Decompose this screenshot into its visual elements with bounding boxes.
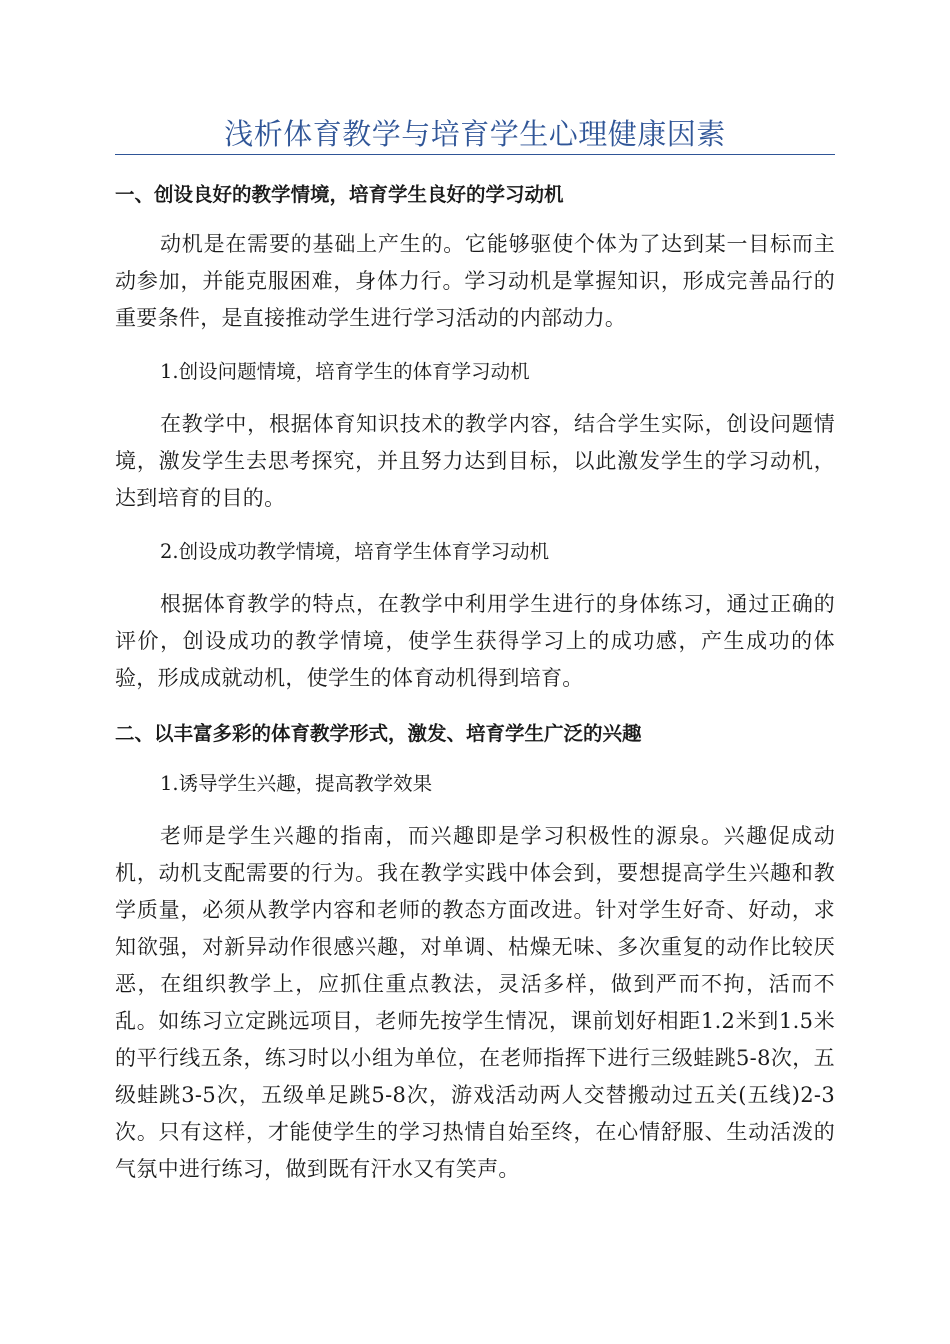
subheading-1-2: 2.创设成功教学情境，培育学生体育学习动机 <box>160 540 550 563</box>
section-1-intro-paragraph: 动机是在需要的基础上产生的。它能够驱使个体为了达到某一目标而主动参加，并能克服困难，身体力行。学习动机是掌握知识，形成完善品行的重要条件，是直接推动学生进行学习活动的内部动力。 <box>115 232 835 330</box>
subheading-1-1: 1.创设问题情境，培育学生的体育学习动机 <box>160 360 530 383</box>
subheading-2-1: 1.诱导学生兴趣，提高教学效果 <box>160 772 433 795</box>
section-heading-2: 二、以丰富多彩的体育教学形式，激发、培育学生广泛的兴趣 <box>115 722 642 745</box>
title-underline <box>115 154 835 155</box>
paragraph-1-1: 在教学中，根据体育知识技术的教学内容，结合学生实际，创设问题情境，激发学生去思考探究，并且努力达到目标，以此激发学生的学习动机，达到培育的目的。 <box>115 412 835 510</box>
paragraph-1-2: 根据体育教学的特点，在教学中利用学生进行的身体练习，通过正确的评价，创设成功的教学情境，使学生获得学习上的成功感，产生成功的体验，形成成就动机，使学生的体育动机得到培育。 <box>115 592 835 690</box>
paragraph-2-1: 老师是学生兴趣的指南，而兴趣即是学习积极性的源泉。兴趣促成动机，动机支配需要的行为。我在教学实践中体会到，要想提高学生兴趣和教学质量，必须从教学内容和老师的教态方面改进。针对学生好奇、好动，求知欲强，对新异动作很感兴趣，对单调、枯燥无味、多次重复的动作比较厌恶，在组织教学上，应抓住重点教法，灵活多样，做到严而不拘，活而不乱。如练习立定跳远项目，老师先按学生情况，课前划好相距1.2米到1.5米的平行线五条，练习时以小组为单位，在老师指挥下进行三级蛙跳5-8次，五级蛙跳3-5次，五级单足跳5-8次，游戏活动两人交替搬动过五关(五线)2-3次。只有这样，才能使学生的学习热情自始至终，在心情舒服、生动活泼的气氛中进行练习，做到既有汗水又有笑声。 <box>115 824 835 1181</box>
document-title: 浅析体育教学与培育学生心理健康因素 <box>224 117 726 151</box>
section-heading-1: 一、创设良好的教学情境，培育学生良好的学习动机 <box>115 183 564 206</box>
document-body <box>115 174 835 1204</box>
